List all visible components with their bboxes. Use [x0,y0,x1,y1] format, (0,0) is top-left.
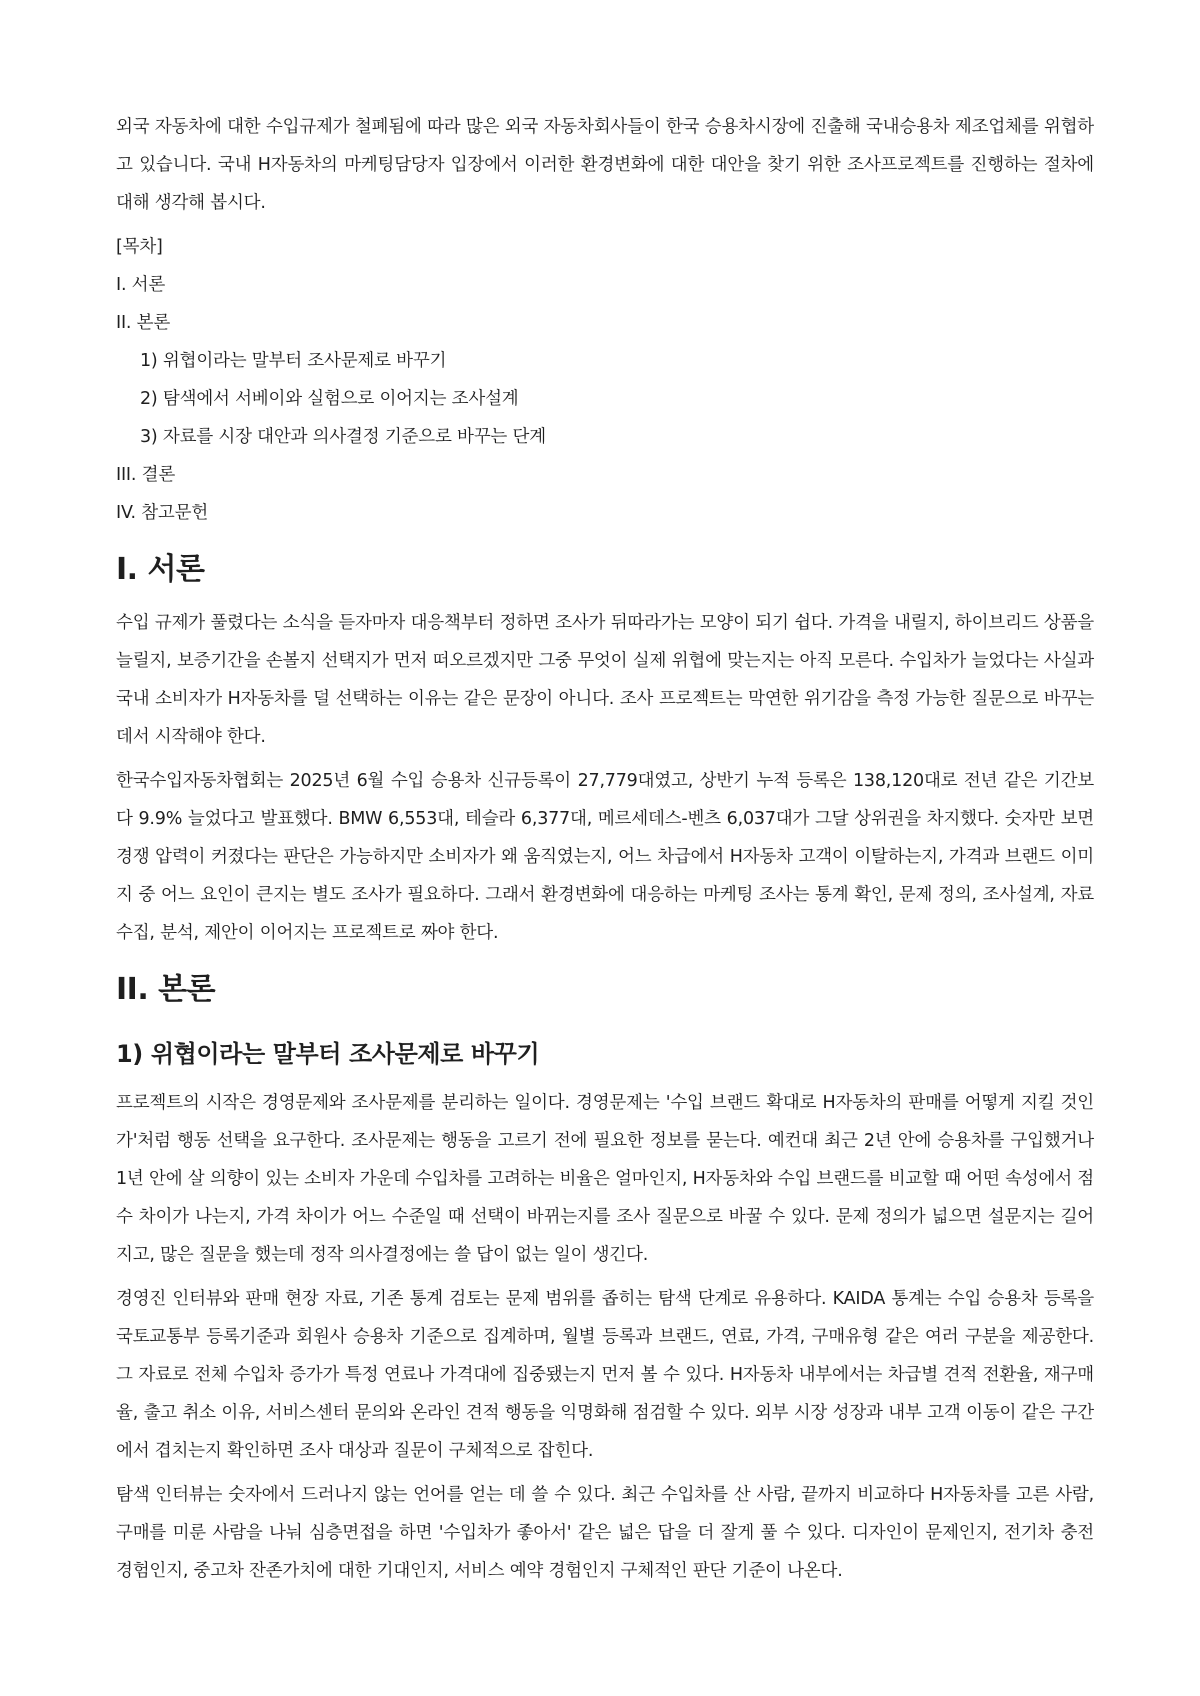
toc-subitem: 3) 자료를 시장 대안과 의사결정 기준으로 바꾸는 단계 [140,427,546,447]
section-heading-body: II. 본론 [116,972,216,1007]
table-of-contents [116,228,1094,532]
toc-item: IV. 참고문헌 [116,503,209,523]
subsection-heading: 1) 위협이라는 말부터 조사문제로 바꾸기 [116,1040,540,1068]
section-heading-introduction: I. 서론 [116,552,205,587]
toc-subitem: 2) 탐색에서 서베이와 실험으로 이어지는 조사설계 [140,389,519,409]
toc-item: II. 본론 [116,313,171,333]
paragraph: 탐색 인터뷰는 숫자에서 드러나지 않는 언어를 얻는 데 쓸 수 있다. 최근 수입차를 산 사람, 끝까지 비교하다 H자동차를 고른 사람, 구매를 미룬 사람을 나눠 심층면접을 하면 '수입차가 좋아서' 같은 넓은 답을 더 잘게 풀 수 있다. 디자인이 문제인지, 전기차 충전 경험인지, 중고차 잔존가치에 대한 기대인지, 서비스 예약 경험인지 구체적인 판단 기준이 나온다. [116,1485,1094,1581]
paragraph: 수입 규제가 풀렸다는 소식을 듣자마자 대응책부터 정하면 조사가 뒤따라가는 모양이 되기 쉽다. 가격을 내릴지, 하이브리드 상품을 늘릴지, 보증기간을 손볼지 선택지가 먼저 떠오르겠지만 그중 무엇이 실제 위협에 맞는지는 아직 모른다. 수입차가 늘었다는 사실과 국내 소비자가 H자동차를 덜 선택하는 이유는 같은 문장이 아니다. 조사 프로젝트는 막연한 위기감을 측정 가능한 질문으로 바꾸는 데서 시작해야 한다. [116,613,1094,747]
paragraph: 프로젝트의 시작은 경영문제와 조사문제를 분리하는 일이다. 경영문제는 '수입 브랜드 확대로 H자동차의 판매를 어떻게 지킬 것인가'처럼 행동 선택을 요구한다. 조사문제는 행동을 고르기 전에 필요한 정보를 묻는다. 예컨대 최근 2년 안에 승용차를 구입했거나 1년 안에 살 의향이 있는 소비자 가운데 수입차를 고려하는 비율은 얼마인지, H자동차와 수입 브랜드를 비교할 때 어떤 속성에서 점수 차이가 나는지, 가격 차이가 어느 수준일 때 선택이 바뀌는지를 조사 질문으로 바꿀 수 있다. 문제 정의가 넓으면 설문지는 길어지고, 많은 질문을 했는데 정작 의사결정에는 쓸 답이 없는 일이 생긴다. [116,1093,1094,1265]
toc-subitem: 1) 위협이라는 말부터 조사문제로 바꾸기 [140,351,447,371]
intro-paragraph: 외국 자동차에 대한 수입규제가 철폐됨에 따라 많은 외국 자동차회사들이 한국 승용차시장에 진출해 국내승용차 제조업체를 위협하고 있습니다. 국내 H자동차의 마케팅담당자 입장에서 이러한 환경변화에 대한 대안을 찾기 위한 조사프로젝트를 진행하는 절차에 대해 생각해 봅시다. [116,117,1094,213]
toc-item: I. 서론 [116,275,166,295]
paragraph: 한국수입자동차협회는 2025년 6월 수입 승용차 신규등록이 27,779대였고, 상반기 누적 등록은 138,120대로 전년 같은 기간보다 9.9% 늘었다고 발표했다. BMW 6,553대, 테슬라 6,377대, 메르세데스-벤츠 6,037대가 그달 상위권을 차지했다. 숫자만 보면 경쟁 압력이 커졌다는 판단은 가능하지만 소비자가 왜 움직였는지, 어느 차급에서 H자동차 고객이 이탈하는지, 가격과 브랜드 이미지 중 어느 요인이 큰지는 별도 조사가 필요하다. 그래서 환경변화에 대응하는 마케팅 조사는 통계 확인, 문제 정의, 조사설계, 자료수집, 분석, 제안이 이어지는 프로젝트로 짜야 한다. [116,771,1094,943]
toc-heading: [목차] [116,237,163,257]
paragraph: 경영진 인터뷰와 판매 현장 자료, 기존 통계 검토는 문제 범위를 좁히는 탐색 단계로 유용하다. KAIDA 통계는 수입 승용차 등록을 국토교통부 등록기준과 회원사 승용차 기준으로 집계하며, 월별 등록과 브랜드, 연료, 가격, 구매유형 같은 여러 구분을 제공한다. 그 자료로 전체 수입차 증가가 특정 연료나 가격대에 집중됐는지 먼저 볼 수 있다. H자동차 내부에서는 차급별 견적 전환율, 재구매율, 출고 취소 이유, 서비스센터 문의와 온라인 견적 행동을 익명화해 점검할 수 있다. 외부 시장 성장과 내부 고객 이동이 같은 구간에서 겹치는지 확인하면 조사 대상과 질문이 구체적으로 잡힌다. [116,1289,1094,1461]
toc-item: III. 결론 [116,465,176,485]
